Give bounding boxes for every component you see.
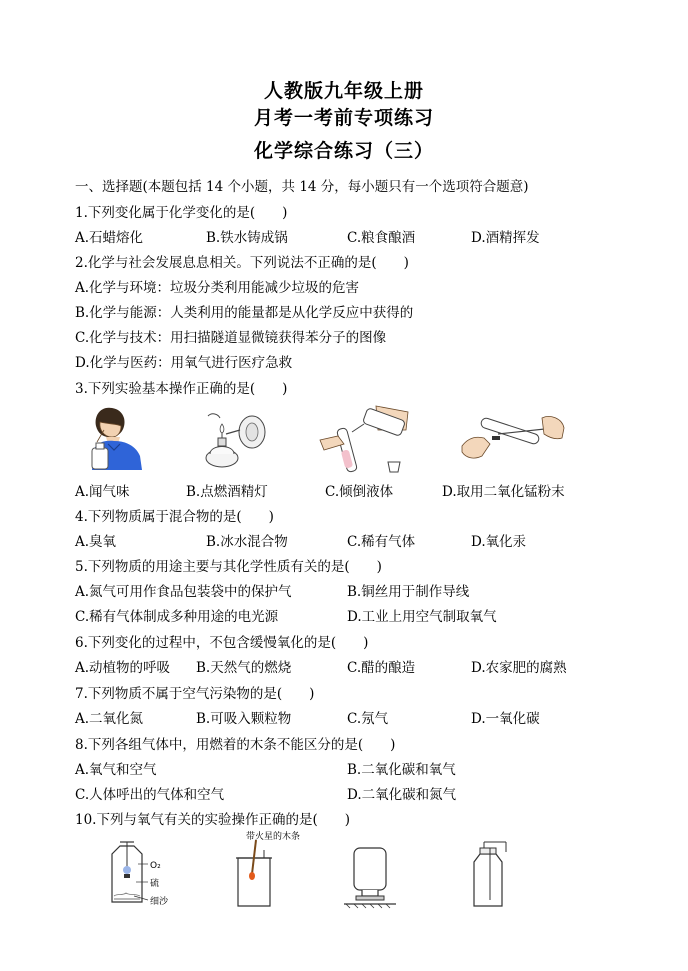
q7-option-d: D.一氧化碳 bbox=[471, 711, 540, 727]
q5-option-c: C.稀有气体制成多种用途的电光源 bbox=[75, 609, 279, 625]
q3-stem: 3.下列实验基本操作正确的是( ) bbox=[75, 381, 288, 397]
q8-option-b: B.二氧化碳和氧气 bbox=[347, 762, 456, 778]
q2-stem: 2.化学与社会发展息息相关。下列说法不正确的是( ) bbox=[75, 255, 409, 271]
q6-option-c: C.醋的酿造 bbox=[347, 660, 416, 676]
q5-stem: 5.下列物质的用途主要与其化学性质有关的是( ) bbox=[75, 559, 382, 575]
pouring-liquid-icon bbox=[318, 400, 416, 478]
q7-option-a: A.二氧化氮 bbox=[75, 711, 144, 727]
q10-figure-caption: 带火星的木条 bbox=[246, 832, 301, 842]
q6-option-d: D.农家肥的腐熟 bbox=[471, 660, 567, 676]
q2-option-a: A.化学与环境：垃圾分类利用能减少垃圾的危害 bbox=[75, 280, 360, 296]
q8-option-c: C.人体呼出的气体和空气 bbox=[75, 787, 225, 803]
gas-bottle-icon bbox=[466, 840, 514, 908]
sulfur-burning-bottle-icon bbox=[100, 838, 180, 908]
q3-option-d: D.取用二氧化锰粉末 bbox=[442, 484, 565, 500]
glowing-splint-bottle-icon bbox=[230, 840, 280, 908]
powder-tube-icon bbox=[458, 410, 568, 468]
q6-option-a: A.动植物的呼吸 bbox=[75, 660, 171, 676]
q1-option-b: B.铁水铸成锅 bbox=[206, 230, 288, 246]
q1-option-a: A.石蜡熔化 bbox=[75, 230, 144, 246]
q8-stem: 8.下列各组气体中，用燃着的木条不能区分的是( ) bbox=[75, 737, 396, 753]
q6-option-b: B.天然气的燃烧 bbox=[196, 660, 292, 676]
q3-option-c: C.倾倒液体 bbox=[325, 484, 394, 500]
q1-stem: 1.下列变化属于化学变化的是( ) bbox=[75, 205, 288, 221]
person-smelling-icon bbox=[86, 404, 144, 470]
sand-label: 细沙 bbox=[150, 897, 169, 907]
q6-stem: 6.下列变化的过程中，不包含缓慢氧化的是( ) bbox=[75, 635, 369, 651]
q8-option-a: A.氧气和空气 bbox=[75, 762, 157, 778]
title-line-1: 人教版九年级上册 bbox=[263, 80, 424, 102]
q4-option-b: B.冰水混合物 bbox=[206, 534, 288, 550]
sulfur-label: 硫 bbox=[150, 879, 160, 889]
section-heading: 一、选择题(本题包括 14 个小题，共 14 分，每小题只有一个选项符合题意) bbox=[75, 179, 529, 195]
q7-stem: 7.下列物质不属于空气污染物的是( ) bbox=[75, 686, 315, 702]
q3-option-b: B.点燃酒精灯 bbox=[186, 484, 268, 500]
q3-option-a: A.闻气味 bbox=[75, 484, 130, 500]
inverted-bottle-icon bbox=[340, 844, 400, 910]
q10-stem: 10.下列与氧气有关的实验操作正确的是( ) bbox=[75, 812, 351, 828]
q8-option-d: D.二氧化碳和氮气 bbox=[347, 787, 457, 803]
q4-stem: 4.下列物质属于混合物的是( ) bbox=[75, 509, 274, 525]
q2-option-c: C.化学与技术：用扫描隧道显微镜获得苯分子的图像 bbox=[75, 330, 387, 346]
q2-option-b: B.化学与能源：人类利用的能量都是从化学反应中获得的 bbox=[75, 305, 414, 321]
q4-option-d: D.氧化汞 bbox=[471, 534, 527, 550]
q5-option-a: A.氮气可用作食品包装袋中的保护气 bbox=[75, 584, 292, 600]
q1-option-d: D.酒精挥发 bbox=[471, 230, 540, 246]
q2-option-d: D.化学与医药：用氧气进行医疗急救 bbox=[75, 355, 293, 371]
title-line-2: 月考一考前专项练习 bbox=[253, 107, 434, 129]
title-line-3: 化学综合练习（三） bbox=[253, 140, 434, 162]
q7-option-b: B.可吸入颗粒物 bbox=[196, 711, 292, 727]
q7-option-c: C.氖气 bbox=[347, 711, 389, 727]
q1-option-c: C.粮食酿酒 bbox=[347, 230, 416, 246]
q4-option-c: C.稀有气体 bbox=[347, 534, 416, 550]
q5-option-b: B.铜丝用于制作导线 bbox=[347, 584, 470, 600]
o2-label: O₂ bbox=[150, 861, 161, 871]
alcohol-lamp-icon bbox=[200, 404, 270, 470]
q5-option-d: D.工业上用空气制取氧气 bbox=[347, 609, 497, 625]
q4-option-a: A.臭氧 bbox=[75, 534, 117, 550]
